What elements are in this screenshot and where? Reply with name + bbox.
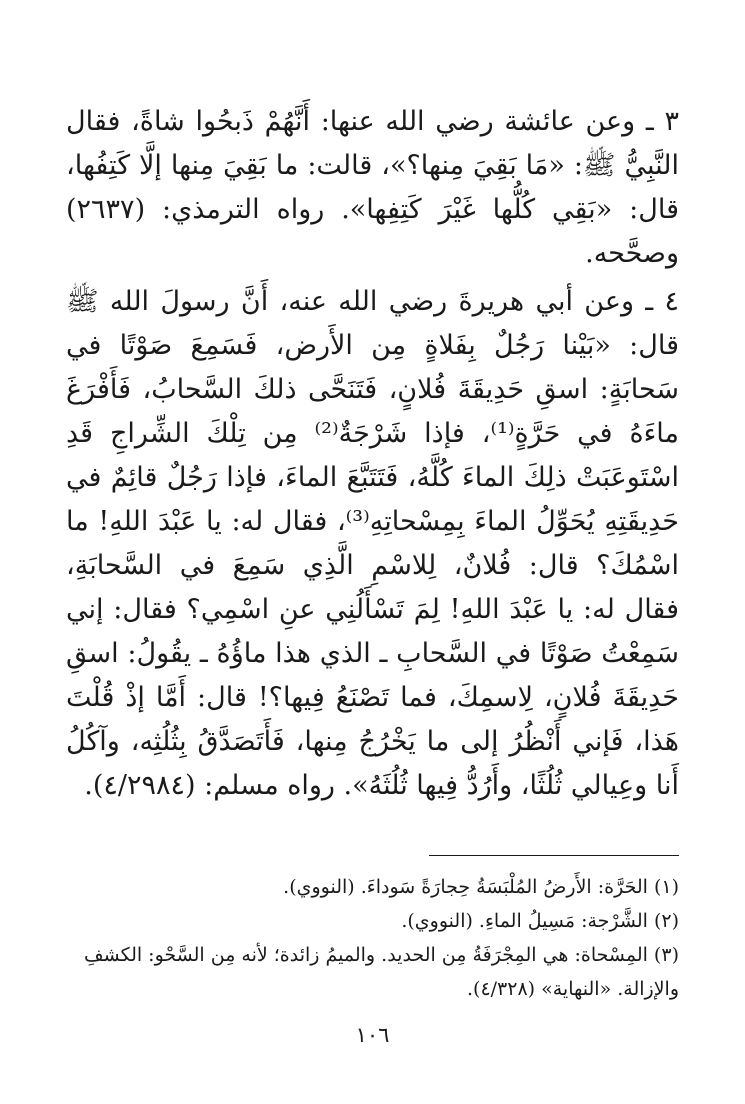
- footnote-2: (٢) الشَّرْجة: مَسِيلُ الماءِ. (النووي).: [401, 910, 679, 932]
- footnotes: [66, 870, 679, 1006]
- hadith-paragraph-4: ٤ ـ وعن أبي هريرةَ رضي الله عنه، أَنَّ رسولَ الله ﷺ قال: «بَيْنا رَجُلٌ بِفَلاةٍ مِن الأَرض، فَسَمِعَ صَوْتًا في سَحابَةٍ: اسقِ حَدِيقَةَ فُلانٍ، فَتَنَحَّى ذلكَ السَّحابُ، فَأَفْرَغَ ماءَهُ في حَرَّةٍ⁽¹⁾، فإذا شَرْجَةٌ⁽²⁾ مِن تِلْكَ الشِّراجِ قَدِ اسْتَوعَبَتْ ذلِكَ الماءَ كُلَّهُ، فَتَتَبَّعَ الماءَ، فإذا رَجُلٌ قائِمٌ في حَدِيقَتِهِ يُحَوِّلُ الماءَ بِمِسْحاتِهِ⁽³⁾، فقال له: يا عَبْدَ اللهِ! ما اسْمُكَ؟ قال: فُلانٌ، لِلاسْمِ الَّذِي سَمِعَ في السَّحابَةِ، فقال له: يا عَبْدَ اللهِ! لِمَ تَسْأَلُنِي عنِ اسْمِي؟ فقال: إني سَمِعْتُ صَوْتًا في السَّحابِ ـ الذي هذا ماؤُهُ ـ يقُولُ: اسقِ حَدِيقَةَ فُلانٍ، لِاسمِكَ، فما تَصْنَعُ فِيها؟! قال: أَمَّا إذْ قُلْتَ هَذا، فَإني أَنْظُرُ إلى ما يَخْرُجُ مِنها، فَأَتَصَدَّقُ بِثُلُثِه، وآكُلُ أَنا وعِيالي ثُلُثًا، وأَرُدُّ فِيها ثُلُثَهُ». رواه مسلم: (٤/٢٩٨٤).: [66, 286, 679, 801]
- main-text: [66, 100, 679, 808]
- footnote-divider: [429, 855, 679, 856]
- footnote-1: (١) الحَرَّة: الأَرضُ المُلْبَسَةُ حِجارَةً سَوداءَ. (النووي).: [283, 876, 679, 898]
- footnote-3: (٣) المِسْحاة: هي المِجْرَفَةُ مِن الحديد. والميمُ زائدة؛ لأنه مِن السَّحْو: الكشفِ والإزالة. «النهاية» (٤/٣٢٨).: [83, 944, 679, 1000]
- hadith-paragraph-3: ٣ ـ وعن عائشة رضي الله عنها: أَنَّهُمْ ذَبحُوا شاةً، فقال النَّبِيُّ ﷺ: «مَا بَقِيَ مِنها؟»، قالت: ما بَقِيَ مِنها إلَّا كَتِفُها، قال: «بَقِي كُلُّها غَيْرَ كَتِفِها». رواه الترمذي: (٢٦٣٧) وصحَّحه.: [66, 106, 679, 269]
- page-number: ١٠٦: [355, 1023, 390, 1047]
